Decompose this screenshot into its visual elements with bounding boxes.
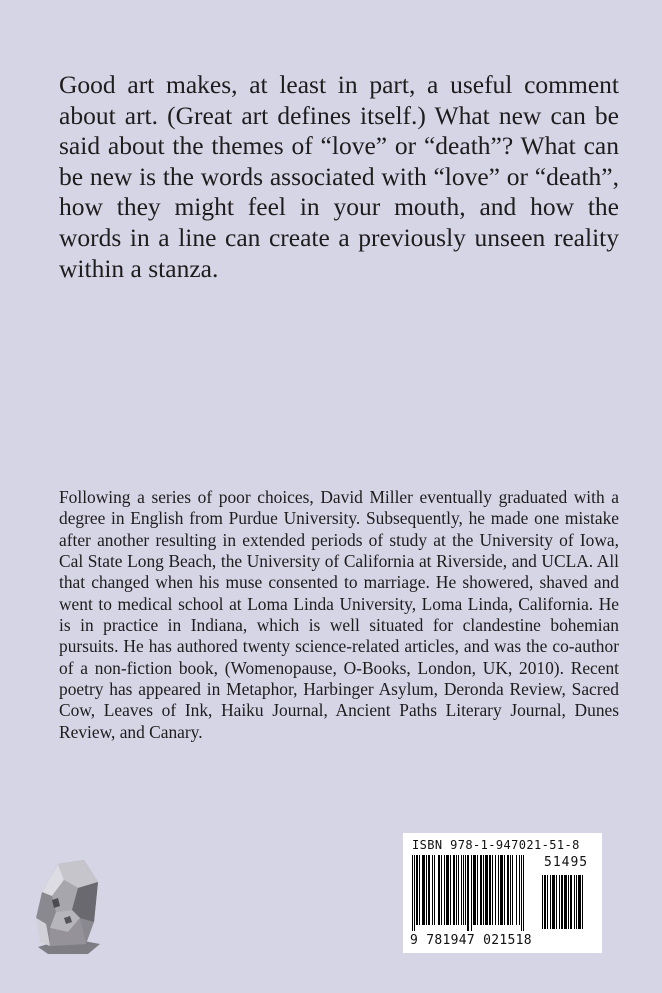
- isbn-barcode: [403, 833, 602, 953]
- barcode-bar: [456, 855, 457, 925]
- barcode-bar: [485, 855, 488, 925]
- barcode-bar: [552, 875, 555, 929]
- barcode-bar: [489, 855, 491, 925]
- barcode-bar: [453, 855, 455, 925]
- addon-barcode-bars: [542, 875, 594, 931]
- barcode-bar: [523, 855, 524, 931]
- barcode-bar: [500, 855, 503, 925]
- barcode-bar: [461, 855, 462, 925]
- barcode-bar: [516, 855, 517, 925]
- barcode-bar: [446, 855, 449, 925]
- barcode-bar: [422, 855, 425, 925]
- barcode-bar: [432, 855, 433, 925]
- barcode-bar: [521, 855, 522, 931]
- barcode-bar: [544, 875, 546, 929]
- barcode-bar: [570, 875, 572, 929]
- barcode-bar: [578, 875, 581, 929]
- back-cover-quote: Good art makes, at least in part, a useful comment about art. (Great art defines itself.) What new can be said about the themes of “love” or “death”? What can be new is the words associated with “love” or “death”, how they might feel in your mouth, and how the words in a line can create a previously unseen reality within a stanza.: [59, 70, 619, 283]
- barcode-bar: [444, 855, 445, 925]
- barcode-bar: [473, 855, 476, 925]
- barcode-bar: [477, 855, 478, 925]
- barcode-bar: [547, 875, 548, 929]
- barcode-bar: [564, 875, 567, 929]
- barcode-bar: [512, 855, 513, 925]
- barcode-bar: [434, 855, 435, 925]
- barcode-bar: [556, 875, 557, 929]
- barcode-bar: [576, 875, 577, 929]
- barcode-bar: [465, 855, 466, 925]
- barcode-bar: [504, 855, 505, 925]
- barcode-bar: [510, 855, 511, 925]
- barcode-bar: [561, 875, 563, 929]
- barcode-bar: [450, 855, 451, 925]
- barcode-bar: [441, 855, 442, 925]
- barcode-bar: [426, 855, 427, 925]
- barcode-bar: [495, 855, 496, 925]
- ean-barcode-bars: [412, 855, 540, 931]
- barcode-bar: [582, 875, 583, 929]
- barcode-bar: [471, 855, 472, 931]
- barcode-bar: [492, 855, 493, 925]
- ean-number: 9 781947 021518: [410, 933, 532, 948]
- stone-head-icon: [28, 852, 102, 962]
- barcode-bar: [498, 855, 499, 925]
- barcode-bar: [463, 855, 464, 925]
- barcode-bar: [568, 875, 569, 929]
- barcode-bar: [480, 855, 482, 925]
- isbn-label: ISBN 978-1-947021-51-8: [412, 838, 580, 852]
- barcode-bar: [414, 855, 415, 931]
- addon-number: 51495: [544, 855, 589, 870]
- barcode-bar: [416, 855, 418, 925]
- barcode-bar: [428, 855, 430, 925]
- barcode-bar: [507, 855, 509, 925]
- barcode-bar: [550, 875, 551, 929]
- barcode-bar: [559, 875, 560, 929]
- barcode-bar: [574, 875, 575, 929]
- barcode-bar: [412, 855, 413, 931]
- barcode-bar: [542, 875, 543, 929]
- barcode-bar: [483, 855, 484, 925]
- barcode-bar: [467, 855, 469, 931]
- barcode-bar: [458, 855, 459, 925]
- barcode-bar: [419, 855, 420, 925]
- barcode-bar: [519, 855, 520, 925]
- barcode-bar: [438, 855, 440, 925]
- author-bio: Following a series of poor choices, David Miller eventually graduated with a degree in English from Purdue University. Subsequently, he made one mistake after another resulting in extended periods of study at the University of Iowa, Cal State Long Beach, the University of California at Riverside, and UCLA. All that changed when his muse consented to marriage. He showered, shaved and went to medical school at Loma Linda University, Loma Linda, California. He is in practice in Indiana, which is well situated for clandestine bohemian pursuits. He has authored twenty science-related articles, and was the co-author of a non-fiction book, (Womenopause, O-Books, London, UK, 2010). Recent poetry has appeared in Metaphor, Harbinger Asylum, Deronda Review, Sacred Cow, Leaves of Ink, Haiku Journal, Ancient Paths Literary Journal, Dunes Review, and Canary.: [59, 487, 619, 742]
